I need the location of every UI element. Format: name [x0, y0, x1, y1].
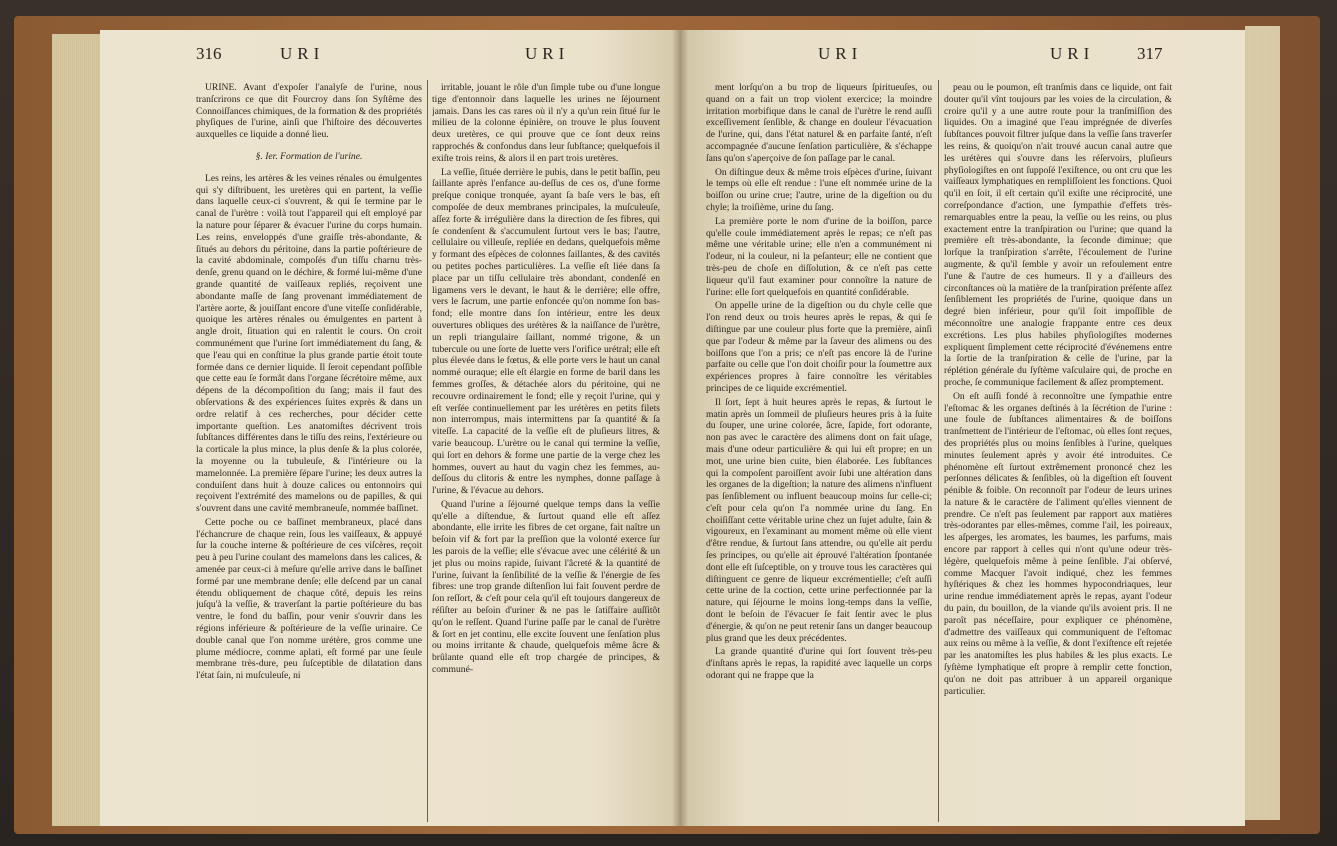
left-page-number: 316: [196, 44, 222, 63]
paragraph: Cette poche ou ce baſſinet membraneux, placé dans l'échancrure de chaque rein, ſous les vaiſſeaux, & appuyé ſur la couche interne & poſtérieure de ces viſcères, reçoit peu à peu l'urine coulant des mamelons dans les calices, & amenée par ceux-ci à meſure qu'elle arrive dans le baſſinet formé par une membrane denſe; elle deſcend par un canal étendu obliquement de chaque côté, depuis les reins juſqu'à la veſſie, & traverſant la partie poſtérieure du bas ventre, le fond du baſſin, pour venir s'ouvrir dans les régions inférieure & poſtérieure de la veſſie urinaire. Ce double canal que l'on nomme urétère, gros comme une plume médiocre, comme aplati, eſt formé par une ſeule membrane très-dure, peu ſuſceptible de dilatation dans l'état ſain, ni muſculeuſe, ni: [196, 516, 422, 682]
right-column-2: [944, 82, 1172, 820]
paragraph: La grande quantité d'urine qui ſort ſouvent très-peu d'inſtans après le repas, la rapidité avec laquelle un corps odorant qui ne frappe que la: [706, 646, 932, 682]
right-running-head-1: URI: [818, 44, 863, 63]
paragraph: Il ſort, ſept à huit heures après le repas, & ſurtout le matin après un ſommeil de pluſieurs heures pris à la ſuite du ſouper, une urine colorée, âcre, ſapide, fort odorante, non pas avec le caractère des alimens dont on fait uſage, mais d'une odeur particulière & qui lui eſt propre; en un mot, une urine bien cuite, bien élaborée. Les ſubſtances qui la compoſent paroiſſent avoir ſubi une altération dans les organes de la digeſtion; la nature des alimens n'influent pas ſenſiblement ou influent beaucoup moins ſur celle-ci; c'eſt pour cela qu'on l'a nommée urine du ſang. En choiſiſſant cette véritable urine chez un ſujet adulte, ſain & vigoureux, en l'examinant au moment même où elle vient d'être rendue, & ſurtout ſans attendre, ou qu'elle ait perdu ſes principes, ou qu'elle ait éprouvé l'altération ſpontanée dont elle eſt ſuſceptible, on y trouve tous les caractères qui diſtinguent ce genre de liqueur excrémentielle; c'eſt auſſi cette urine de la coction, cette urine perfectionnée par la nature, qui ſéjourne le moins long-temps dans la veſſie, dont le beſoin de l'évacuer ſe fait ſentir avec le plus d'énergie, & qu'on ne peut retenir ſans un danger beaucoup plus grand que les deux précédentes.: [706, 396, 932, 644]
left-column-2: [432, 82, 660, 820]
column-rule: [427, 80, 428, 822]
paragraph: On diſtingue deux & même trois eſpèces d'urine, ſuivant le temps où elle eſt rendue : l'une eſt nommée urine de la boiſſon ou urine crue; l'autre, urine de la digeſtion ou du chyle; la troiſième, urine du ſang.: [706, 166, 932, 213]
paragraph: peau ou le poumon, eſt tranſmis dans ce liquide, ont fait douter qu'il vînt toujours par les voies de la circulation, & croire qu'il y a une autre route pour la tranſmiſſion des liquides. On a imaginé que l'eau imprégnée de diverſes ſubſtances pouvoit filtrer juſque dans la veſſie ſans traverſer les reins, & quoiqu'on n'ait trouvé aucun canal autre que les urétères qui s'ouvre dans les réſervoirs, pluſieurs phyſiologiſtes en ont ſuppoſé l'exiſtence, ou ont cru que les vaiſſeaux lymphatiques en rempliſſoient les fonctions. Quoi qu'il en ſoit, il eſt certain qu'il exiſte une réciprocité, une correſpondance d'action, une ſympathie d'effets très-remarquables entre la peau, la veſſie ou les reins, ou plus exactement entre la tranſpiration ou l'urine; que quand la première eſt très-abondante, la ſeconde diminue; que lorſque la tranſpiration s'arrête, l'écoulement de l'urine augmente, & qu'il ſemble y avoir un refoulement entre l'une & l'autre de ces humeurs. Il y a d'ailleurs des circonſtances où la matière de la tranſpiration préſente aſſez ſenſiblement les propriétés de l'urine, quoique dans un degré bien inférieur, pour qu'il ſoit impoſſible de méconnoître une analogie frappante entre ces deux excrétions. Les plus habiles phyſiologiſtes modernes expliquent ſimplement cette réciprocité d'événemens entre la ſortie de la tranſpiration & celle de l'urine, par la réplétion générale du ſyſtème vaſculaire qui, de proche en proche, ſe communique facilement & aſſez promptement.: [944, 82, 1172, 388]
paragraph: On eſt auſſi fondé à reconnoître une ſympathie entre l'eſtomac & les organes deſtinés à la ſécrétion de l'urine : une foule de ſubſtances alimentaires & de boiſſons tranſmettent de l'intérieur de l'eſtomac, où elles ſont reçues, des propriétés plus ou moins ſenſibles à l'urine, quelques minutes ſeulement après y avoir été introduites. Ce phénomène eſt ſurtout extrêmement prononcé chez les perſonnes délicates & ſenſibles, où la digeſtion eſt ſouvent pénible & foible. On reconnoît par l'odeur de leurs urines la nature & le caractère de l'aliment qu'elles viennent de prendre. Ce n'eſt pas ſeulement par rapport aux matières très-odorantes par elles-mêmes, comme l'ail, les poireaux, les aſperges, les aromates, les baumes, les parfums, mais encore par rapport à celles qui n'ont qu'une odeur très-légère, quelquefois même à peine ſenſible. J'ai obſervé, comme Macquer l'avoit indiqué, chez les femmes hyſtériques & chez les hommes hypocondriaques, leur urine rendue immédiatement après le repas, ayant l'odeur du pain, du bouillon, de la viande qu'ils avoient pris. Il ne paroît pas néceſſaire, pour expliquer ce phénomène, d'admettre des vaiſſeaux qui communiquent de l'eſtomac aux reins ou même à la veſſie, & dont l'exiſtence eſt rejetée par les anatomiſtes les plus habiles & les plus exacts. Le ſyſtème lymphatique eſt propre à remplir cette fonction, qu'on ne doit pas attribuer à un appareil organique particulier.: [944, 390, 1172, 697]
page-edges-right: [1245, 26, 1280, 820]
right-running-head-2: URI: [1050, 44, 1095, 63]
section-heading: §. Ier. Formation de l'urine.: [255, 150, 363, 162]
paragraph: La veſſie, ſituée derrière le pubis, dans le petit baſſin, peu ſaillante après l'enfance au-deſſus de ces os, d'une forme preſque conique tronquée, ayant ſa baſe vers le bas, eſt compoſée de deux membranes principales, la muſculeuſe, aſſez forte & irrégulière dans la direction de ſes fibres, qui ſe condenſent & s'accumulent ſurtout vers le bas; l'autre, cellulaire ou villeuſe, repliée en dedans, quelquefois même y formant des eſpèces de colonnes ſaillantes, & des cavités ou petites poches particulières. La veſſie eſt liée dans ſa place par un tiſſu cellulaire très abondant, condenſé en ligamens vers le devant, le haut & le derrière; elle offre, vers le ſacrum, une partie enfoncée qu'on nomme ſon bas-fond; elle montre dans ſon intérieur, entre les deux ouvertures obliques des urétères & la naiſſance de l'urètre, un repli triangulaire ſaillant, nommé trigone, & un tubercule ou une ſorte de luette vers l'orifice urétral; elle eſt plus élevée dans le fœtus, & elle porte vers le haut un canal nommé ouraque; elle eſt élargie en forme de baril dans les femmes groſſes, & détachée alors du péritoine, qui ne recouvre ordinairement le fond; elle y reçoit l'urine, qui y eſt verſée continuellement par les urétères en petits filets non interrompus, mais intermittens par ſa quantité & ſa viteſſe. La capacité de la veſſie eſt de pluſieurs litres, & varie beaucoup. L'urètre ou le canal qui termine la veſſie, qui ſort en dehors & forme une partie de la verge chez les hommes, ouvert au haut du vagin chez les femmes, au-deſſous du clitoris & entre les nymphes, donne paſſage à l'urine, & l'évacue au dehors.: [432, 166, 660, 497]
paragraph: URINE. Avant d'expoſer l'analyſe de l'urine, nous tranſcrirons ce que dit Fourcroy dans ſon Syſtême des Connoiſſances chimiques, de la formation & des propriétés phyſiques de l'urine, ainſi que l'hiſtoire des découvertes auxquelles ce liquide a donné lieu.: [196, 82, 422, 141]
left-column-1: [196, 82, 422, 820]
book-gutter: [672, 30, 688, 826]
left-running-head-1: URI: [280, 44, 325, 63]
column-rule: [938, 80, 939, 822]
paragraph: Quand l'urine a ſéjourné quelque temps dans la veſſie qu'elle a diſtendue, & ſurtout quand elle eſt aſſez abondante, elle irrite les fibres de cet organe, fait naître un beſoin vif & fort par la preſſion que la volonté exerce ſur les parois de la veſſie; elle s'évacue avec une célérité & un jet plus ou moins rapide, ſuivant l'âcreté & la quantité de l'urine, ſuivant la ſenſibilité de la veſſie & l'énergie de ſes fibres: une trop grande diſtenſion lui fait ſouvent perdre de ſon reſſort, & c'eſt pour cela qu'il eſt toujours dangereux de réſiſter au beſoin d'uriner & ne pas le ſatiſfaire auſſitôt qu'on le reſſent. Quand l'urine paſſe par le canal de l'urètre & ſort en jet continu, elle excite ſouvent une ſenſation plus ou moins irritante & chaude, quelquefois même âcre & brûlante quand elle eſt trop chargée de principes, & communé-: [432, 498, 660, 676]
paragraph: On appelle urine de la digeſtion ou du chyle celle que l'on rend deux ou trois heures après le repas, & qui ſe diſtingue par une couleur plus forte que la première, ainſi que par l'odeur & même par la ſaveur des alimens ou des boiſſons que l'on a pris; ce n'eſt pas encore là de l'urine parfaite ou celle que l'on doit choiſir pour la ſoumettre aux expériences propres à faire connoître les véritables principes de ce liquide excrémentiel.: [706, 300, 932, 394]
paragraph: irritable, jouant le rôle d'un ſimple tube ou d'une longue tige d'entonnoir dans laquelle les urines ne ſéjournent jamais. Dans les cas rares où il n'y a qu'un rein ſitué ſur le milieu de la colonne épinière, on trouve le plus ſouvent deux uretères, ce qui prouve que ce ſont deux reins rapprochés & confondus dans leur ſubſtance; quelquefois il exiſte trois reins, & alors il en part trois uretères.: [432, 82, 660, 164]
left-running-head-2: URI: [525, 44, 570, 63]
page-edges-left: [52, 34, 102, 826]
right-column-1: [706, 82, 932, 820]
paragraph: ment lorſqu'on a bu trop de liqueurs ſpiritueuſes, ou quand on a fait un trop violent exercice; la moindre irritation morbifique dans le canal de l'urètre le rend auſſi exceſſivement ſenſible, & change en douleur l'évacuation de l'urine, qui, dans l'état naturel & en parfaite ſanté, n'eſt accompagnée d'aucune ſenſation particulière, & s'échappe ſans qu'on s'aperçoive de ſon paſſage par le canal.: [706, 82, 932, 164]
right-page-number: 317: [1137, 44, 1163, 63]
paragraph: La première porte le nom d'urine de la boiſſon, parce qu'elle coule immédiatement après le repas; ce n'eſt pas même une véritable urine; elle n'en a communément ni l'odeur, ni la couleur, ni la peſanteur; elle ne contient que très-peu de choſe en diſſolution, & ce n'eſt pas cette liqueur qu'il faut examiner pour connoître la nature de l'urine: elle ſort quelquefois en quantité conſidérable.: [706, 215, 932, 298]
paragraph: Les reins, les artères & les veines rénales ou émulgentes qui s'y diſtribuent, les uretères qui en partent, la veſſie dans laquelle ceux-ci s'ouvrent, & qui ſe termine par le canal de l'urètre : voilà tout l'appareil qui eſt employé par la nature pour ſéparer & évacuer l'urine du corps humain. Les reins, enveloppés d'une graiſſe très-abondante, & ſitués au dehors du péritoine, dans la partie poſtérieure de la cavité abdominale, compoſés d'un tiſſu charnu très-denſe, grenu quand on le déchire, & formé lui-même d'une grande quantité de vaiſſeaux repliés, reçoivent une abondante maſſe de ſang provenant immédiatement de l'artère aorte, & jouiſſant encore d'une viteſſe conſidérable, quoique les artères rénales ou émulgentes en partent à angle droit, ſituation qui en ralentit le cours. On croit communément que l'urine ſort immédiatement du ſang, & que l'eau qui en conſtitue la plus grande partie étoit toute formée dans ce dernier liquide. Il ſeroit cependant poſſible que cette eau ſe formât dans l'organe ſécrétoire même, aux dépens de la décompoſition du ſang; mais il faut des obſervations & des expériences ſuites exprès & dans un ordre relatif à ces recherches, pour décider cette importante queſtion. Les anatomiſtes décrivent trois ſubſtances différentes dans le tiſſu des reins, l'extérieure ou la corticale la plus mince, la plus denſe & la plus colorée, la moyenne ou la tubuleuſe, & l'intérieure ou la mamelonnée. La première ſépare l'urine; les deux autres la conduiſent dans huit à douze calices ou entonnoirs qui reçoivent l'extrémité des mamelons ou de papilles, & qui s'ouvrent dans une cavité membraneuſe, nommée baſſinet.: [196, 172, 422, 515]
